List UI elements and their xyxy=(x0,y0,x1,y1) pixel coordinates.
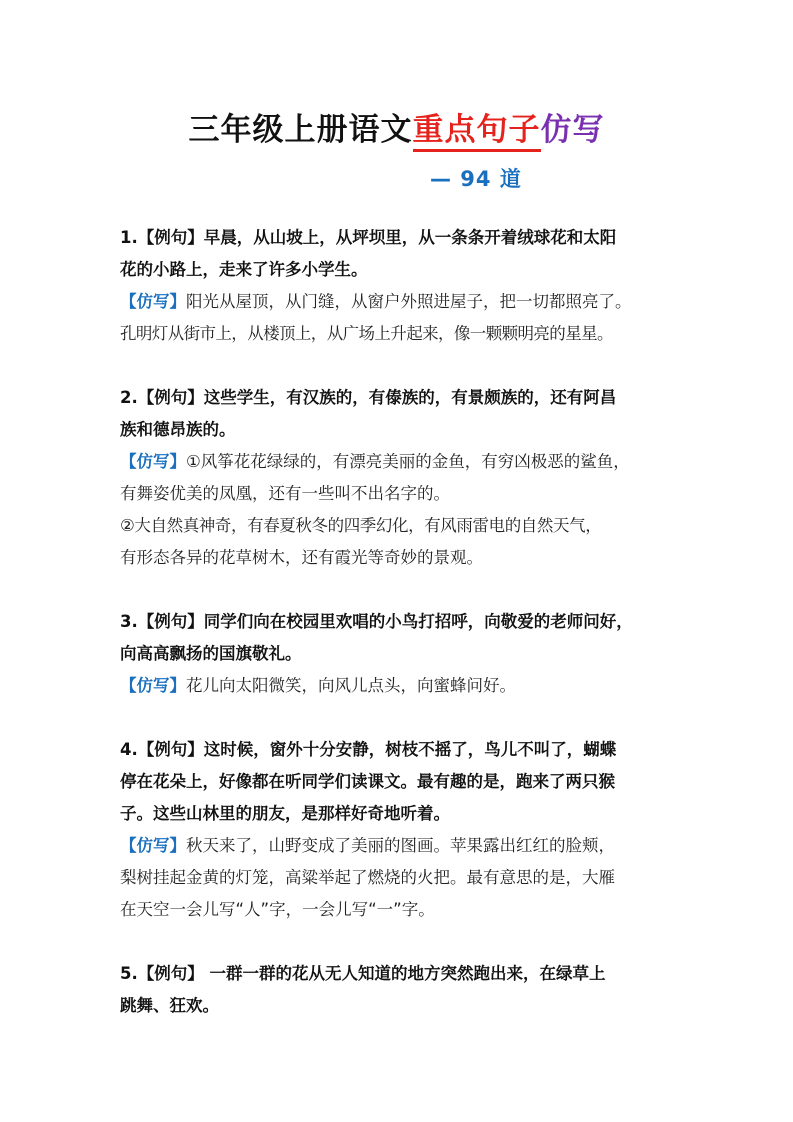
item-number: 2. xyxy=(120,388,138,407)
imitation-sentence xyxy=(120,286,685,350)
example-sentence xyxy=(120,606,685,670)
example-tag: 【例句】 xyxy=(137,612,204,631)
example-line: 2.【例句】这些学生，有汉族的，有傣族的，有景颇族的，还有阿昌 xyxy=(120,388,617,407)
title-part-red: 重点句子 xyxy=(413,112,541,152)
imitation-line: ②大自然真神奇，有春夏秋冬的四季幻化，有风雨雷电的自然天气， xyxy=(120,516,602,535)
example-sentence xyxy=(120,382,685,446)
imitation-line: 【仿写】花儿向太阳微笑，向风儿点头，向蜜蜂问好。 xyxy=(120,676,516,695)
example-sentence xyxy=(120,958,685,1022)
sentence-item-5 xyxy=(120,958,685,1022)
imitation-tag: 【仿写】 xyxy=(120,836,186,855)
example-tag: 【例句】 xyxy=(137,740,204,759)
sentence-item-4 xyxy=(120,734,685,926)
example-line: 向高高飘扬的国旗敬礼。 xyxy=(120,644,302,663)
content-body xyxy=(120,222,685,1054)
item-number: 1. xyxy=(120,228,138,247)
imitation-sentence xyxy=(120,446,685,574)
page-subtitle: — 94 道 xyxy=(430,167,522,191)
imitation-line: 梨树挂起金黄的灯笼，高粱举起了燃烧的火把。最有意思的是，大雁 xyxy=(120,868,615,887)
imitation-sentence xyxy=(120,830,685,926)
example-line: 子。这些山林里的朋友，是那样好奇地听着。 xyxy=(120,804,450,823)
title-part-black: 三年级上册语文 xyxy=(188,112,413,148)
example-line: 4.【例句】这时候，窗外十分安静，树枝不摇了，鸟儿不叫了，蝴蝶 xyxy=(120,740,617,759)
example-line: 3.【例句】同学们向在校园里欢唱的小鸟打招呼，向敬爱的老师问好， xyxy=(120,612,633,631)
imitation-line: 有形态各异的花草树木，还有霞光等奇妙的景观。 xyxy=(120,548,483,567)
item-number: 5. xyxy=(120,964,138,983)
example-tag: 【例句】 xyxy=(137,228,204,247)
sentence-item-3 xyxy=(120,606,685,702)
item-number: 4. xyxy=(120,740,138,759)
imitation-tag: 【仿写】 xyxy=(120,452,186,471)
example-line: 停在花朵上，好像都在听同学们读课文。最有趣的是，跑来了两只猴 xyxy=(120,772,615,791)
imitation-line: 【仿写】秋天来了，山野变成了美丽的图画。苹果露出红红的脸颊， xyxy=(120,836,615,855)
item-number: 3. xyxy=(120,612,138,631)
imitation-sentence xyxy=(120,670,685,702)
imitation-tag: 【仿写】 xyxy=(120,676,186,695)
imitation-line: 孔明灯从街市上，从楼顶上，从广场上升起来，像一颗颗明亮的星星。 xyxy=(120,324,613,343)
example-sentence xyxy=(120,734,685,830)
page-title xyxy=(0,108,793,152)
imitation-line: 有舞姿优美的凤凰，还有一些叫不出名字的。 xyxy=(120,484,450,503)
example-tag: 【例句】 xyxy=(137,388,204,407)
imitation-line: 【仿写】①风筝花花绿绿的，有漂亮美丽的金鱼，有穷凶极恶的鲨鱼， xyxy=(120,452,630,471)
sentence-item-2 xyxy=(120,382,685,574)
example-line: 花的小路上，走来了许多小学生。 xyxy=(120,260,368,279)
title-part-purple: 仿写 xyxy=(540,112,605,148)
example-line: 1.【例句】早晨，从山坡上，从坪坝里，从一条条开着绒球花和太阳 xyxy=(120,228,617,247)
imitation-line: 在天空一会儿写“人”字，一会儿写“一”字。 xyxy=(120,900,435,919)
imitation-line: 【仿写】阳光从屋顶，从门缝，从窗户外照进屋子，把一切都照亮了。 xyxy=(120,292,632,311)
example-tag: 【例句】 xyxy=(137,964,204,983)
example-sentence xyxy=(120,222,685,286)
example-line: 5.【例句】 一群一群的花从无人知道的地方突然跑出来，在绿草上 xyxy=(120,964,606,983)
example-line: 族和德昂族的。 xyxy=(120,420,236,439)
imitation-tag: 【仿写】 xyxy=(120,292,186,311)
example-line: 跳舞、狂欢。 xyxy=(120,996,219,1015)
sentence-item-1 xyxy=(120,222,685,350)
